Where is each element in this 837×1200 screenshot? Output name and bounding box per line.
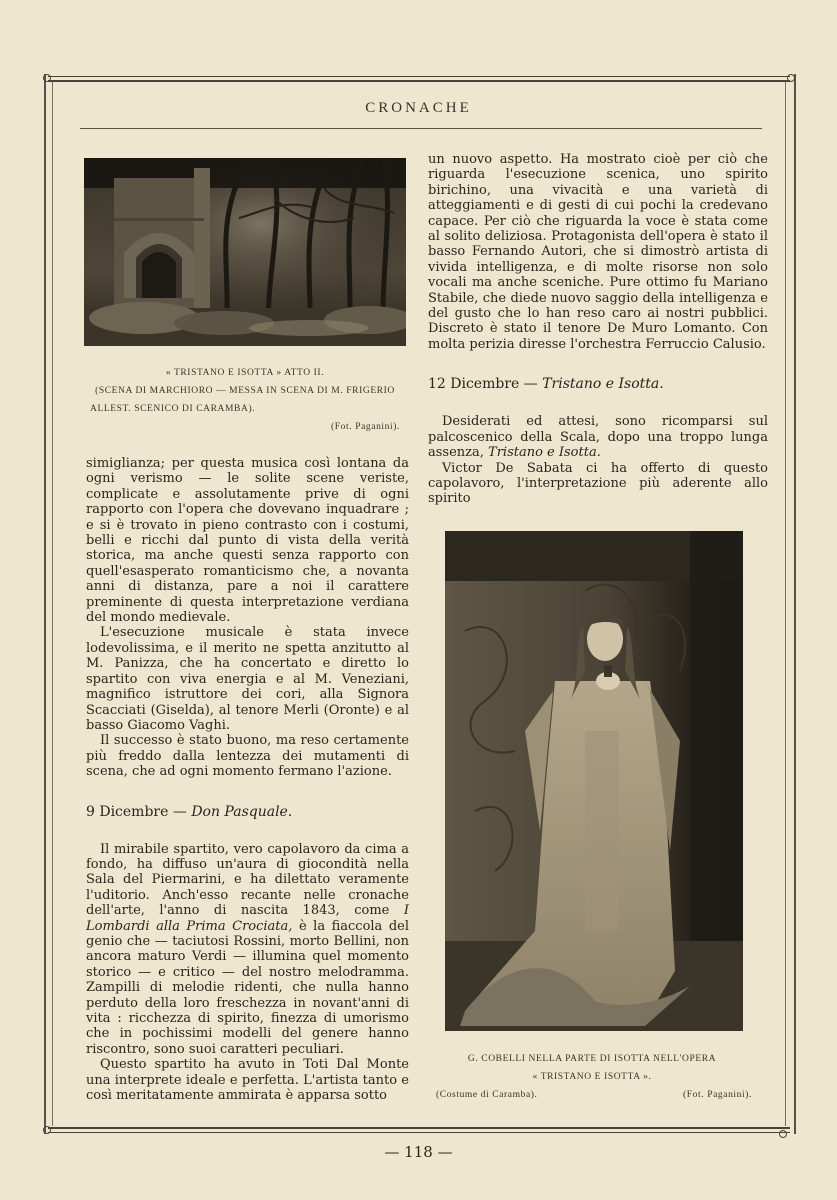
top-border-rule: [48, 76, 790, 77]
figure1-photo-credit: (Fot. Paganini).: [331, 422, 400, 432]
figure2-photo-credit: (Fot. Paganini).: [683, 1090, 752, 1100]
section-opera-title: Tristano e Isotta.: [542, 376, 664, 393]
figure2-caption: [432, 1050, 752, 1104]
figure1-caption-line1: « TRISTANO E ISOTTA » ATTO II.: [165, 368, 325, 378]
left-text-column: [86, 456, 409, 1103]
body-paragraph: un nuovo aspetto. Ha mostrato cioè per ciò che riguarda l'esecuzione scenica, uno spirito birichino, una vivacità e una varietà di atteggiamenti e di gesti di cui pochi la credevano capace. Per ciò che riguarda la voce è stata come al solito deliziosa. Protagonista dell'opera è stato il basso Fernando Autori, che si dimostrò artista di vivida intelligenza, e di molte risorse non solo vocali ma anche sceniche. Pure ottimo fu Mariano Stabile, che diede nuovo saggio della intelligenza e del gusto che lo han reso caro ai nostri pubblici. Discreto è stato il tenore De Muro Lomanto. Con molta perizia diresse l'orchestra Ferruccio Calusio.: [428, 152, 768, 352]
figure2-credit-row: [432, 1086, 752, 1104]
text-run: è la fiaccola del genio che — taciutosi Rossini, morto Bellini, non ancora maturo Verdi — illumina quel momento storico — e critico — del nostro melodramma. Zampilli di melodie ridenti, che nulla hanno perduto della loro freschezza in novant'anni di vita : ricchezza di spirito, finezza di umorismo che in pochissimi modelli del genere hanno riscontro, sono suoi caratteri peculiari.: [86, 918, 409, 1057]
text-run: Desiderati ed attesi, sono ricomparsi sul palcoscenico della Scala, dopo una troppo lunga assenza,: [428, 414, 768, 461]
corner-ornament: [779, 1130, 787, 1138]
figure1-caption: [84, 364, 406, 436]
corner-ornament: [43, 1126, 51, 1134]
body-paragraph: Il successo è stato buono, ma reso certamente più freddo dalla lentezza dei mutamenti di scena, che ad ogni momento fermano l'azione.: [86, 733, 409, 780]
header-rule: [80, 128, 762, 129]
body-paragraph: Questo spartito ha avuto in Toti Dal Monte una interprete ideale e perfetta. L'artista tanto e così meritatamente ammirata è apparsa sotto: [86, 1057, 409, 1104]
isotta-portrait-photo: [445, 531, 743, 1031]
figure1-caption-line2: (SCENA DI MARCHIORO — MESSA IN SCENA DI M. FRIGERIO: [95, 386, 395, 396]
page-header-title: CRONACHE: [365, 100, 472, 116]
section-heading-tristano: [428, 376, 768, 392]
bottom-border-rule-thick: [48, 1127, 790, 1129]
section-heading-don-pasquale: [86, 804, 409, 820]
section-date: 9 Dicembre —: [86, 803, 187, 820]
body-paragraph: [86, 842, 409, 1058]
top-border-rule-thick: [48, 80, 790, 82]
bottom-border-rule: [48, 1132, 790, 1133]
italic-title: I Lombardi alla Prima Crociata,: [86, 903, 409, 934]
body-paragraph: Victor De Sabata ci ha offerto di questo capolavoro, l'interpretazione più aderente allo spirito: [428, 460, 768, 507]
figure2-costume-credit: (Costume di Caramba).: [436, 1090, 538, 1100]
section-date: 12 Dicembre —: [428, 376, 538, 393]
corner-ornament: [787, 74, 795, 82]
body-paragraph: [428, 414, 768, 460]
figure1-caption-line3: ALLEST. SCENICO DI CARAMBA).: [90, 404, 256, 414]
page-number: — 118 —: [384, 1143, 453, 1161]
body-paragraph: L'esecuzione musicale è stata invece lodevolissima, e il merito ne spetta anzitutto al M. Panizza, che ha concertato e diretto lo spartito con viva energia e al M. Veneziani, magnifico istruttore dei cori, alla Signora Scacciati (Giselda), al tenore Merli (Oronte) e al basso Giacomo Vaghi.: [86, 625, 409, 733]
body-paragraph: simiglianza; per questa musica così lontana da ogni verismo — le solite scene veriste, complicate e assolutamente prive di ogni rapporto con l'opera che dovevano inquadrare ; e si è trovato in pieno contrasto con i costumi, belli e ricchi dal punto di vista della verità storica, ma anche questi senza rapporto con quell'esasperato romanticismo che, a novanta anni di distanza, pare a noi il carattere preminente di questa interpretazione verdiana del mondo medievale.: [86, 456, 409, 626]
text-run: Il mirabile spartito, vero capolavoro da cima a fondo, ha diffuso un'aura di giocondità nella Sala del Piermarini, e ha dilettato veramente l'uditorio. Anch'esso recante nelle cronache dell'arte, l'anno di nascita 1843, come: [86, 841, 409, 919]
figure2-caption-line1: G. COBELLI NELLA PARTE DI ISOTTA NELL'OPERA: [467, 1054, 717, 1064]
figure2-caption-line2: « TRISTANO E ISOTTA ».: [532, 1072, 652, 1082]
section-opera-title: Don Pasquale.: [191, 803, 293, 820]
stage-scene-photo: [84, 158, 406, 346]
italic-title: Tristano e Isotta.: [488, 445, 601, 461]
right-text-column: [428, 152, 768, 507]
corner-ornament: [43, 74, 51, 82]
